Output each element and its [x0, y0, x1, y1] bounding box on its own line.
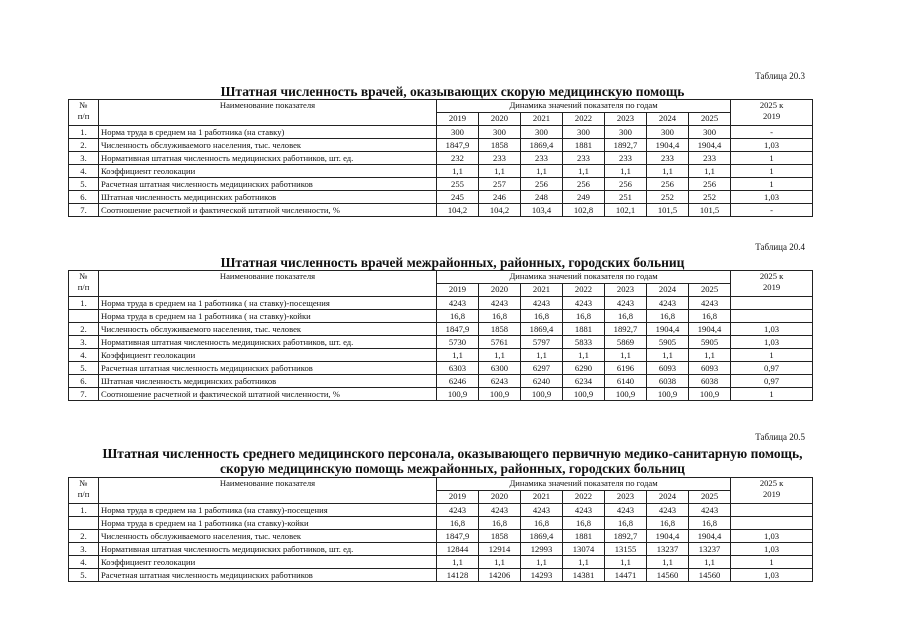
year-value: 1858 [479, 323, 521, 336]
ratio-value: 1,03 [731, 543, 813, 556]
table-title: Штатная численность врачей межрайонных, районных, городских больниц [220, 255, 685, 270]
ratio-value: 1 [731, 152, 813, 165]
row-name: Численность обслуживаемого населения, тыс. человек [99, 139, 437, 152]
year-header: 2024 [647, 284, 689, 297]
year-value: 1,1 [479, 349, 521, 362]
col-number-header-line1: № [79, 271, 88, 281]
row-name: Нормативная штатная численность медицинских работников, шт. ед. [99, 152, 437, 165]
year-value: 16,8 [689, 517, 731, 530]
year-value: 13237 [647, 543, 689, 556]
year-value: 103,4 [521, 204, 563, 217]
ratio-value: 1 [731, 556, 813, 569]
year-value: 16,8 [605, 310, 647, 323]
year-header: 2023 [605, 113, 647, 126]
year-value: 6300 [479, 362, 521, 375]
col-ratio-header [731, 100, 813, 126]
year-value: 1847,9 [437, 139, 479, 152]
ratio-value: 1,03 [731, 139, 813, 152]
year-value: 5797 [521, 336, 563, 349]
table-title: Штатная численность врачей, оказывающих скорую медицинскую помощь [220, 84, 685, 99]
year-value: 16,8 [605, 517, 647, 530]
year-value: 1,1 [437, 349, 479, 362]
row-number: 1. [69, 297, 99, 310]
row-number: 6. [69, 375, 99, 388]
year-value: 16,8 [479, 517, 521, 530]
row-number: 4. [69, 165, 99, 178]
year-value: 1847,9 [437, 530, 479, 543]
year-value: 6290 [563, 362, 605, 375]
year-value: 5833 [563, 336, 605, 349]
year-value: 1881 [563, 323, 605, 336]
col-number-header [69, 271, 99, 297]
year-value: 104,2 [437, 204, 479, 217]
year-value: 1892,7 [605, 530, 647, 543]
col-number-header-line1: № [79, 100, 88, 110]
col-number-header-line2: п/п [77, 489, 90, 499]
year-header: 2025 [689, 113, 731, 126]
col-ratio-header-line1: 2025 к [759, 478, 784, 488]
year-value: 16,8 [521, 310, 563, 323]
year-value: 300 [647, 126, 689, 139]
row-name: Расчетная штатная численность медицинских работников [99, 178, 437, 191]
year-value: 6093 [689, 362, 731, 375]
table-row [69, 191, 813, 204]
ratio-value: - [731, 126, 813, 139]
year-value: 4243 [437, 297, 479, 310]
row-name: Соотношение расчетной и фактической штатной численности, % [99, 204, 437, 217]
year-header: 2022 [563, 491, 605, 504]
row-name: Соотношение расчетной и фактической штатной численности, % [99, 388, 437, 401]
year-value: 4243 [521, 297, 563, 310]
year-value: 300 [605, 126, 647, 139]
col-dynamics-header: Динамика значений показателя по годам [437, 271, 731, 284]
year-value: 300 [437, 126, 479, 139]
ratio-value: 1,03 [731, 323, 813, 336]
year-value: 1881 [563, 139, 605, 152]
year-value: 13074 [563, 543, 605, 556]
year-value: 6240 [521, 375, 563, 388]
year-value: 1,1 [647, 556, 689, 569]
year-value: 1,1 [647, 165, 689, 178]
year-value: 256 [563, 178, 605, 191]
year-value: 233 [647, 152, 689, 165]
year-header: 2021 [521, 113, 563, 126]
year-value: 14293 [521, 569, 563, 582]
year-value: 100,9 [647, 388, 689, 401]
year-value: 16,8 [521, 517, 563, 530]
year-value: 1904,4 [689, 139, 731, 152]
year-value: 16,8 [563, 517, 605, 530]
year-value: 4243 [605, 297, 647, 310]
table-row [69, 336, 813, 349]
row-number: 6. [69, 191, 99, 204]
year-value: 100,9 [563, 388, 605, 401]
header-row [69, 478, 813, 491]
year-value: 4243 [647, 504, 689, 517]
year-value: 6243 [479, 375, 521, 388]
ratio-value [731, 297, 813, 310]
col-number-header [69, 478, 99, 504]
ratio-value: 1 [731, 178, 813, 191]
row-number: 1. [69, 126, 99, 139]
table-row [69, 126, 813, 139]
year-value: 232 [437, 152, 479, 165]
col-dynamics-header: Динамика значений показателя по годам [437, 100, 731, 113]
table-label: Таблица 20.4 [755, 242, 805, 252]
year-value: 104,2 [479, 204, 521, 217]
year-value: 14381 [563, 569, 605, 582]
row-name: Нормативная штатная численность медицинских работников, шт. ед. [99, 543, 437, 556]
table-row [69, 165, 813, 178]
year-value: 257 [479, 178, 521, 191]
year-value: 101,5 [689, 204, 731, 217]
year-header: 2019 [437, 113, 479, 126]
year-value: 1,1 [521, 165, 563, 178]
ratio-value: 1,03 [731, 569, 813, 582]
ratio-value: 0,97 [731, 375, 813, 388]
year-value: 100,9 [479, 388, 521, 401]
year-value: 252 [647, 191, 689, 204]
year-header: 2020 [479, 491, 521, 504]
row-name: Норма труда в среднем на 1 работника ( на ставку)-койки [99, 310, 437, 323]
year-value: 4243 [563, 297, 605, 310]
year-value: 1,1 [605, 349, 647, 362]
year-value: 1904,4 [647, 323, 689, 336]
year-value: 233 [521, 152, 563, 165]
row-name: Расчетная штатная численность медицинских работников [99, 569, 437, 582]
row-name: Коэффициент геолокации [99, 165, 437, 178]
col-number-header [69, 100, 99, 126]
year-value: 4243 [437, 504, 479, 517]
year-value: 12844 [437, 543, 479, 556]
data-table [68, 99, 813, 217]
year-value: 233 [605, 152, 647, 165]
year-value: 1,1 [689, 556, 731, 569]
table-row [69, 517, 813, 530]
row-number: 4. [69, 556, 99, 569]
year-value: 252 [689, 191, 731, 204]
col-ratio-header-line2: 2019 [762, 111, 781, 121]
year-value: 100,9 [689, 388, 731, 401]
row-name: Численность обслуживаемого населения, тыс. человек [99, 323, 437, 336]
year-header: 2022 [563, 113, 605, 126]
col-name-header: Наименование показателя [99, 478, 437, 504]
year-value: 14560 [647, 569, 689, 582]
table-title-line2: скорую медицинскую помощь межрайонных, районных, городских больниц [220, 461, 685, 476]
col-dynamics-header: Динамика значений показателя по годам [437, 478, 731, 491]
year-value: 256 [647, 178, 689, 191]
year-value: 1,1 [479, 556, 521, 569]
row-name: Норма труда в среднем на 1 работника ( на ставку)-посещения [99, 297, 437, 310]
ratio-value: 1,03 [731, 530, 813, 543]
ratio-value: 1,03 [731, 191, 813, 204]
year-value: 4243 [647, 297, 689, 310]
year-value: 1,1 [437, 556, 479, 569]
year-header: 2019 [437, 491, 479, 504]
year-value: 12993 [521, 543, 563, 556]
table-row [69, 375, 813, 388]
year-value: 249 [563, 191, 605, 204]
row-number: 7. [69, 388, 99, 401]
year-header: 2021 [521, 284, 563, 297]
col-number-header-line2: п/п [77, 111, 90, 121]
year-value: 6303 [437, 362, 479, 375]
ratio-value: 1,03 [731, 336, 813, 349]
col-name-header: Наименование показателя [99, 271, 437, 297]
year-value: 101,5 [647, 204, 689, 217]
row-name: Штатная численность медицинских работников [99, 191, 437, 204]
year-value: 14128 [437, 569, 479, 582]
year-value: 1892,7 [605, 323, 647, 336]
year-value: 5730 [437, 336, 479, 349]
year-value: 14206 [479, 569, 521, 582]
year-value: 1,1 [563, 165, 605, 178]
table-row [69, 556, 813, 569]
col-ratio-header [731, 271, 813, 297]
year-value: 16,8 [563, 310, 605, 323]
year-value: 1904,4 [689, 530, 731, 543]
row-number: 5. [69, 569, 99, 582]
year-value: 6140 [605, 375, 647, 388]
year-header: 2022 [563, 284, 605, 297]
col-ratio-header-line1: 2025 к [759, 100, 784, 110]
row-name: Норма труда в среднем на 1 работника (на ставку) [99, 126, 437, 139]
year-value: 1,1 [521, 556, 563, 569]
year-value: 4243 [479, 504, 521, 517]
row-number [69, 310, 99, 323]
row-name: Численность обслуживаемого населения, тыс. человек [99, 530, 437, 543]
table-row [69, 139, 813, 152]
year-value: 1,1 [605, 556, 647, 569]
year-value: 6093 [647, 362, 689, 375]
col-ratio-header-line2: 2019 [762, 282, 781, 292]
year-value: 4243 [563, 504, 605, 517]
year-value: 256 [605, 178, 647, 191]
year-value: 14560 [689, 569, 731, 582]
col-ratio-header [731, 478, 813, 504]
year-value: 233 [563, 152, 605, 165]
col-number-header-line1: № [79, 478, 88, 488]
year-value: 1904,4 [647, 139, 689, 152]
table-row [69, 323, 813, 336]
year-value: 5761 [479, 336, 521, 349]
row-number: 1. [69, 504, 99, 517]
row-name: Норма труда в среднем на 1 работника (на ставку)-посещения [99, 504, 437, 517]
year-value: 300 [521, 126, 563, 139]
year-value: 6234 [563, 375, 605, 388]
year-value: 13155 [605, 543, 647, 556]
year-value: 1,1 [647, 349, 689, 362]
ratio-value: 0,97 [731, 362, 813, 375]
table-label: Таблица 20.3 [755, 71, 805, 81]
row-number: 3. [69, 543, 99, 556]
year-value: 100,9 [521, 388, 563, 401]
year-value: 16,8 [479, 310, 521, 323]
row-number: 5. [69, 362, 99, 375]
year-value: 4243 [689, 504, 731, 517]
row-number [69, 517, 99, 530]
table-row [69, 204, 813, 217]
row-number: 2. [69, 323, 99, 336]
year-value: 100,9 [437, 388, 479, 401]
table-row [69, 388, 813, 401]
row-number: 7. [69, 204, 99, 217]
year-value: 6246 [437, 375, 479, 388]
table-row [69, 297, 813, 310]
year-value: 4243 [605, 504, 647, 517]
year-value: 5905 [689, 336, 731, 349]
year-value: 256 [521, 178, 563, 191]
table-row [69, 349, 813, 362]
year-value: 248 [521, 191, 563, 204]
year-value: 4243 [479, 297, 521, 310]
year-value: 4243 [521, 504, 563, 517]
table-row [69, 543, 813, 556]
year-value: 233 [689, 152, 731, 165]
year-value: 300 [563, 126, 605, 139]
year-value: 16,8 [647, 310, 689, 323]
year-value: 16,8 [647, 517, 689, 530]
year-header: 2021 [521, 491, 563, 504]
year-value: 16,8 [689, 310, 731, 323]
row-number: 4. [69, 349, 99, 362]
ratio-value: - [731, 204, 813, 217]
row-name: Нормативная штатная численность медицинских работников, шт. ед. [99, 336, 437, 349]
year-value: 16,8 [437, 310, 479, 323]
year-value: 300 [689, 126, 731, 139]
year-value: 1858 [479, 530, 521, 543]
year-value: 233 [479, 152, 521, 165]
year-header: 2020 [479, 284, 521, 297]
year-header: 2025 [689, 491, 731, 504]
table-row [69, 504, 813, 517]
year-value: 1869,4 [521, 323, 563, 336]
table-row [69, 530, 813, 543]
year-value: 102,1 [605, 204, 647, 217]
row-name: Норма труда в среднем на 1 работника (на ставку)-койки [99, 517, 437, 530]
year-value: 1,1 [437, 165, 479, 178]
ratio-value [731, 504, 813, 517]
year-value: 13237 [689, 543, 731, 556]
table-label: Таблица 20.5 [755, 432, 805, 442]
year-value: 1,1 [479, 165, 521, 178]
year-value: 251 [605, 191, 647, 204]
year-value: 255 [437, 178, 479, 191]
ratio-value [731, 310, 813, 323]
table-row [69, 569, 813, 582]
col-ratio-header-line2: 2019 [762, 489, 781, 499]
data-table [68, 477, 813, 582]
year-value: 6038 [689, 375, 731, 388]
year-value: 102,8 [563, 204, 605, 217]
row-number: 3. [69, 336, 99, 349]
year-value: 1,1 [521, 349, 563, 362]
year-value: 1881 [563, 530, 605, 543]
year-value: 300 [479, 126, 521, 139]
year-header: 2020 [479, 113, 521, 126]
row-name: Расчетная штатная численность медицинских работников [99, 362, 437, 375]
row-name: Штатная численность медицинских работников [99, 375, 437, 388]
year-value: 1,1 [605, 165, 647, 178]
year-value: 256 [689, 178, 731, 191]
year-value: 14471 [605, 569, 647, 582]
year-value: 6038 [647, 375, 689, 388]
year-value: 1904,4 [689, 323, 731, 336]
year-value: 1892,7 [605, 139, 647, 152]
year-value: 1,1 [689, 349, 731, 362]
ratio-value: 1 [731, 165, 813, 178]
year-value: 4243 [689, 297, 731, 310]
year-header: 2023 [605, 284, 647, 297]
year-value: 1,1 [689, 165, 731, 178]
header-row [69, 271, 813, 284]
row-number: 5. [69, 178, 99, 191]
year-value: 1869,4 [521, 139, 563, 152]
year-value: 5869 [605, 336, 647, 349]
year-value: 100,9 [605, 388, 647, 401]
year-header: 2024 [647, 113, 689, 126]
year-value: 1,1 [563, 349, 605, 362]
year-value: 246 [479, 191, 521, 204]
ratio-value: 1 [731, 349, 813, 362]
ratio-value: 1 [731, 388, 813, 401]
year-value: 1904,4 [647, 530, 689, 543]
table-row [69, 362, 813, 375]
year-value: 1,1 [563, 556, 605, 569]
year-value: 1858 [479, 139, 521, 152]
header-row [69, 100, 813, 113]
year-value: 1869,4 [521, 530, 563, 543]
col-number-header-line2: п/п [77, 282, 90, 292]
year-header: 2025 [689, 284, 731, 297]
year-header: 2023 [605, 491, 647, 504]
col-ratio-header-line1: 2025 к [759, 271, 784, 281]
row-name: Коэффициент геолокации [99, 556, 437, 569]
table-row [69, 178, 813, 191]
year-value: 1847,9 [437, 323, 479, 336]
row-number: 3. [69, 152, 99, 165]
col-name-header: Наименование показателя [99, 100, 437, 126]
year-header: 2024 [647, 491, 689, 504]
year-value: 12914 [479, 543, 521, 556]
row-number: 2. [69, 530, 99, 543]
table-title: Штатная численность среднего медицинского персонала, оказывающего первичную медико-санитарную помощь, [102, 446, 803, 461]
year-header: 2019 [437, 284, 479, 297]
year-value: 6196 [605, 362, 647, 375]
year-value: 16,8 [437, 517, 479, 530]
data-table [68, 270, 813, 401]
year-value: 245 [437, 191, 479, 204]
table-row [69, 152, 813, 165]
ratio-value [731, 517, 813, 530]
row-number: 2. [69, 139, 99, 152]
table-row [69, 310, 813, 323]
year-value: 5905 [647, 336, 689, 349]
row-name: Коэффициент геолокации [99, 349, 437, 362]
year-value: 6297 [521, 362, 563, 375]
